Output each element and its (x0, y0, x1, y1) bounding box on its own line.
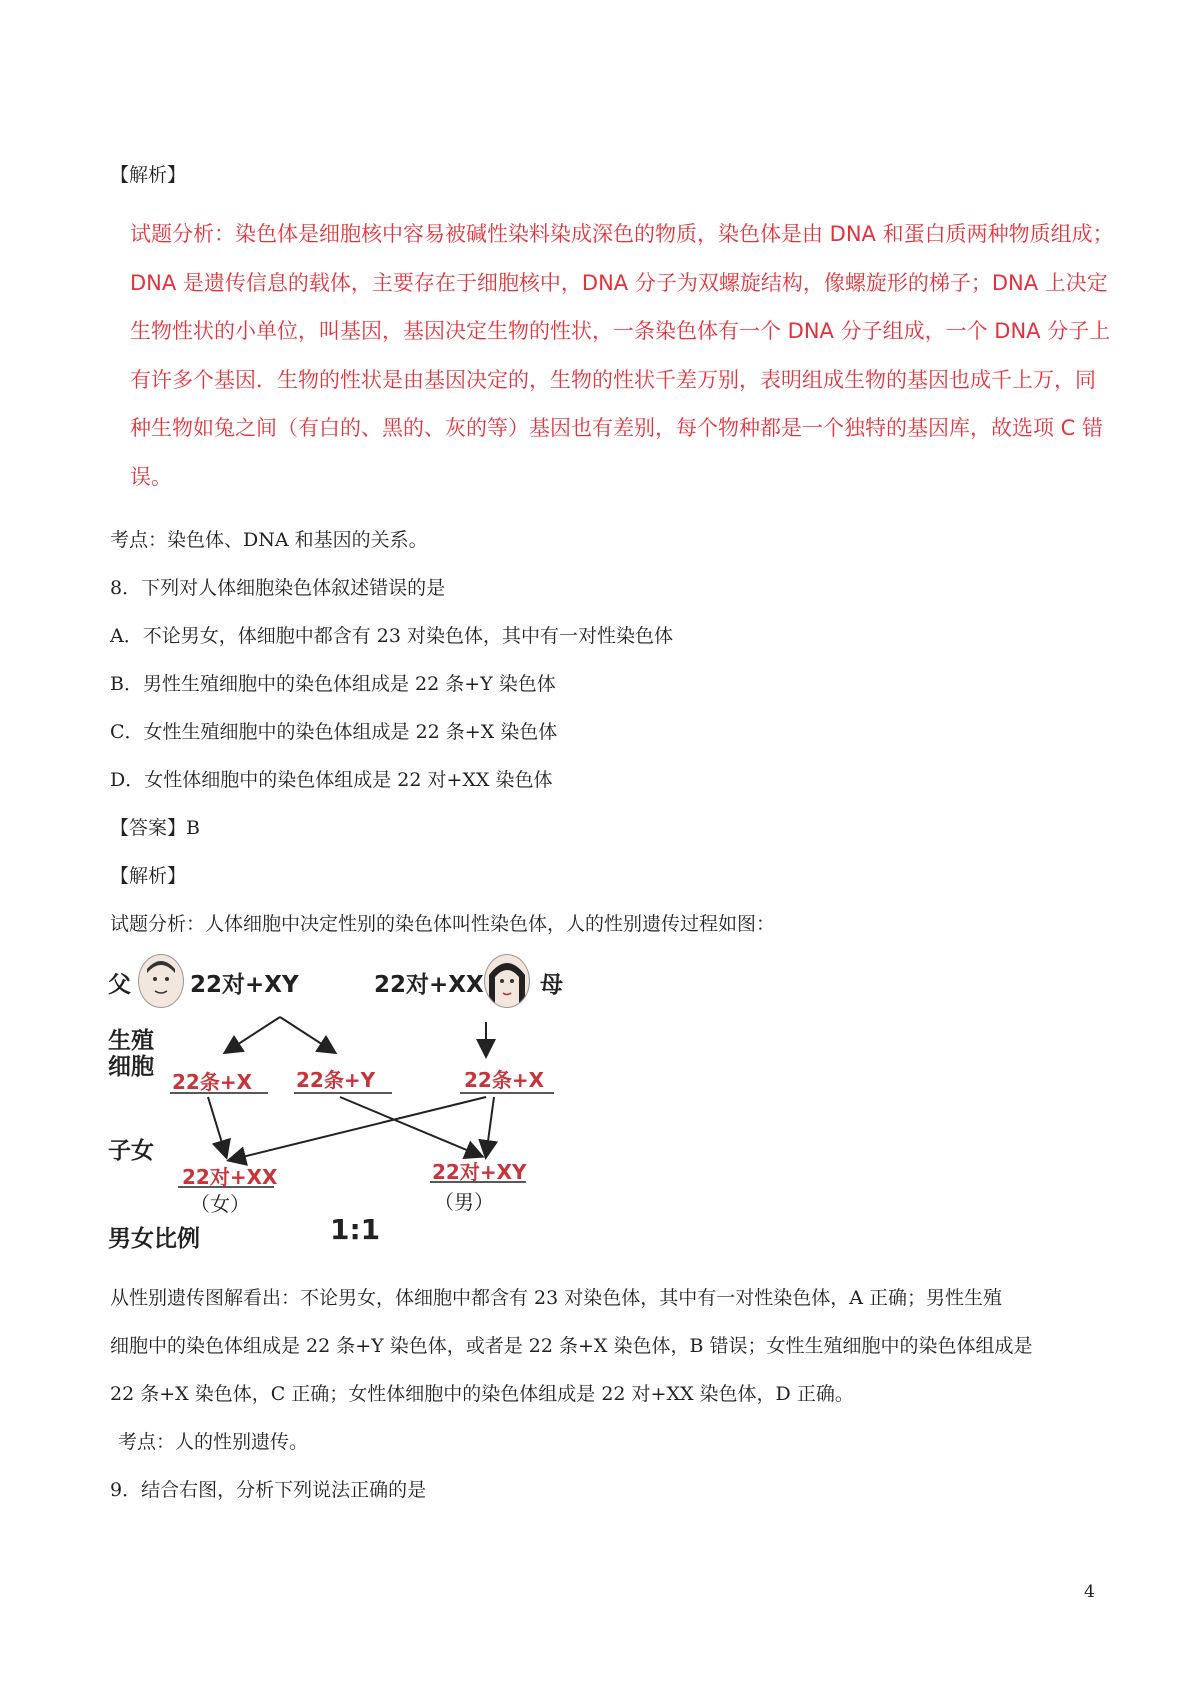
son-genotype: 22对+XY (432, 1160, 527, 1184)
father-label: 父 (108, 972, 131, 998)
option-b: B．男性生殖细胞中的染色体组成是 22 条+Y 染色体 (110, 673, 556, 695)
father-face-icon (138, 954, 184, 1008)
germ-cell-label: 生殖 (108, 1028, 154, 1054)
analysis-line: 生物性状的小单位，叫基因，基因决定生物的性状，一条染色体有一个 DNA 分子组成，一个 DNA 分子上 (130, 319, 1111, 343)
option-a: A．不论男女，体细胞中都含有 23 对染色体，其中有一对性染色体 (110, 625, 673, 647)
option-c: C．女性生殖细胞中的染色体组成是 22 条+X 染色体 (110, 721, 558, 743)
analysis-line: 有许多个基因．生物的性状是由基因决定的，生物的性状千差万别，表明组成生物的基因也成千上万，同 (130, 367, 1096, 392)
mother-genotype: 22对+XX (374, 972, 484, 998)
arrow (208, 1097, 226, 1156)
analysis-line: DNA 是遗传信息的载体，主要存在于细胞核中，DNA 分子为双螺旋结构，像螺旋形的梯子；DNA 上决定 (130, 270, 1108, 295)
conclusion-line: 22 条+X 染色体，C 正确；女性体细胞中的染色体组成是 22 对+XX 染色体，D 正确。 (110, 1383, 854, 1405)
father-genotype: 22对+XY (190, 972, 299, 998)
egg-x: 22条+X (464, 1068, 545, 1092)
ratio-label: 男女比例 (108, 1226, 200, 1252)
analysis-line: 试题分析：染色体是细胞核中容易被碱性染料染成深色的物质，染色体是由 DNA 和蛋白质两种物质组成； (130, 222, 1114, 246)
page-number: 4 (1084, 1582, 1095, 1602)
kaodian: 考点：染色体、DNA 和基因的关系。 (110, 529, 428, 551)
son-sex: （男） (434, 1190, 494, 1214)
sperm-x: 22条+X (172, 1070, 253, 1094)
conclusion-line: 从性别遗传图解看出：不论男女，体细胞中都含有 23 对染色体，其中有一对性染色体，A 正确；男性生殖 (110, 1287, 1003, 1309)
daughter-genotype: 22对+XX (182, 1165, 278, 1189)
mother-face-icon (484, 954, 530, 1008)
analysis-paragraph-red (130, 210, 1130, 501)
arrow (280, 1017, 334, 1052)
ratio-value: 1:1 (330, 1213, 381, 1246)
mother-label: 母 (540, 972, 563, 998)
sex-inheritance-diagram (108, 960, 648, 1260)
arrow (226, 1017, 280, 1052)
answer: 【答案】B (110, 817, 200, 839)
analysis-line: 种生物如兔之间（有白的、黑的、灰的等）基因也有差别，每个物种都是一个独特的基因库，故选项 C 错 (130, 416, 1104, 440)
arrow (230, 1097, 486, 1160)
daughter-sex: （女） (190, 1192, 250, 1216)
conclusion-line: 细胞中的染色体组成是 22 条+Y 染色体，或者是 22 条+X 染色体，B 错误；女性生殖细胞中的染色体组成是 (110, 1335, 1033, 1357)
analysis-heading: 【解析】 (110, 164, 187, 186)
analysis-heading: 【解析】 (110, 865, 187, 887)
offspring-label: 子女 (108, 1138, 154, 1164)
question-9: 9．结合右图，分析下列说法正确的是 (110, 1479, 427, 1501)
arrow (486, 1097, 494, 1156)
germ-cell-label: 细胞 (108, 1054, 154, 1080)
question-8: 8．下列对人体细胞染色体叙述错误的是 (110, 577, 446, 599)
sperm-y: 22条+Y (296, 1068, 376, 1092)
arrow (340, 1097, 481, 1156)
analysis-intro: 试题分析：人体细胞中决定性别的染色体叫性染色体，人的性别遗传过程如图： (110, 913, 776, 935)
kaodian: 考点：人的性别遗传。 (118, 1431, 309, 1453)
analysis-line: 误。 (130, 464, 172, 489)
option-d: D．女性体细胞中的染色体组成是 22 对+XX 染色体 (110, 769, 553, 791)
